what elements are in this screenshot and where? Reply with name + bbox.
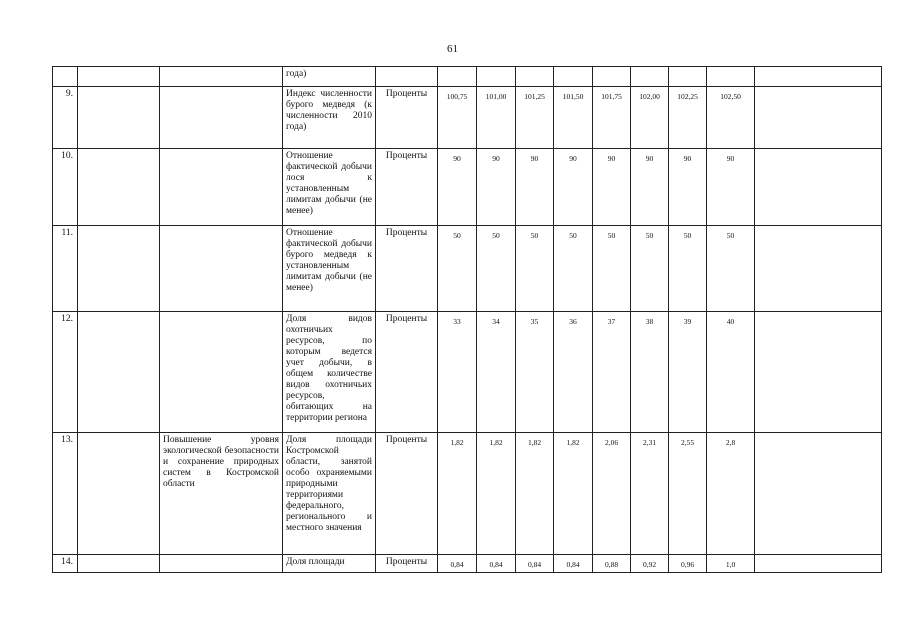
row-number: 11.	[53, 226, 78, 312]
table-row-continuation	[53, 67, 882, 87]
year-value: 1,82	[438, 433, 477, 555]
table-row	[53, 149, 882, 226]
notes-cell	[755, 555, 882, 573]
year-value: 50	[516, 226, 554, 312]
table-row	[53, 87, 882, 149]
indicator-name: Индекс численности бурого медведя (к численности 2010 года)	[283, 87, 376, 149]
unit-cell: Проценты	[376, 555, 438, 573]
year-value: 50	[593, 226, 631, 312]
year-value: 101,00	[477, 87, 516, 149]
row-number: 10.	[53, 149, 78, 226]
indicator-name: Отношение фактической добычи лося к установленным лимитам добычи (не менее)	[283, 149, 376, 226]
row-number: 12.	[53, 312, 78, 433]
table-row	[53, 312, 882, 433]
unit-cell: Проценты	[376, 149, 438, 226]
year-value: 2,06	[593, 433, 631, 555]
year-value: 0,92	[631, 555, 669, 573]
year-value: 40	[707, 312, 755, 433]
notes-cell	[755, 226, 882, 312]
unit-cell: Проценты	[376, 312, 438, 433]
notes-cell	[755, 149, 882, 226]
year-value: 90	[477, 149, 516, 226]
year-value: 50	[631, 226, 669, 312]
year-value: 1,0	[707, 555, 755, 573]
year-value: 50	[477, 226, 516, 312]
goal-cell	[160, 87, 283, 149]
indicator-name: Доля площади	[283, 555, 376, 573]
year-value: 1,82	[554, 433, 593, 555]
subprogram-cell	[78, 555, 160, 573]
table-row	[53, 433, 882, 555]
year-value: 90	[669, 149, 707, 226]
goal-cell	[160, 555, 283, 573]
year-value: 1,82	[516, 433, 554, 555]
year-value: 102,50	[707, 87, 755, 149]
year-value: 37	[593, 312, 631, 433]
subprogram-cell	[78, 87, 160, 149]
table-row	[53, 226, 882, 312]
year-value: 90	[516, 149, 554, 226]
year-value: 38	[631, 312, 669, 433]
row-number: 9.	[53, 87, 78, 149]
year-value: 35	[516, 312, 554, 433]
row-number: 13.	[53, 433, 78, 555]
indicator-name: Доля видов охотничьих ресурсов, по которым ведется учет добычи, в общем количестве видов охотничьих ресурсов, обитающих на территории региона	[283, 312, 376, 433]
year-value: 0,84	[554, 555, 593, 573]
year-value: 50	[438, 226, 477, 312]
table-row	[53, 555, 882, 573]
goal-cell	[160, 312, 283, 433]
unit-cell: Проценты	[376, 87, 438, 149]
year-value: 50	[707, 226, 755, 312]
year-value: 101,25	[516, 87, 554, 149]
subprogram-cell	[78, 226, 160, 312]
year-value: 33	[438, 312, 477, 433]
year-value: 0,84	[516, 555, 554, 573]
page-number: 61	[447, 43, 458, 55]
year-value: 39	[669, 312, 707, 433]
notes-cell	[755, 312, 882, 433]
goal-cell: Повышение уровня экологической безопасности и сохранение природных систем в Костромской области	[160, 433, 283, 555]
year-value: 2,55	[669, 433, 707, 555]
unit-cell: Проценты	[376, 433, 438, 555]
notes-cell	[755, 433, 882, 555]
indicators-table	[52, 66, 882, 573]
year-value: 101,75	[593, 87, 631, 149]
notes-cell	[755, 87, 882, 149]
year-value: 90	[707, 149, 755, 226]
goal-cell	[160, 149, 283, 226]
indicator-name: Доля площади Костромской области, занятой особо охраняемыми природными территориями федерального, регионального и местного значения	[283, 433, 376, 555]
year-value: 36	[554, 312, 593, 433]
goal-cell	[160, 226, 283, 312]
year-value: 0,88	[593, 555, 631, 573]
year-value: 34	[477, 312, 516, 433]
indicator-name: Отношение фактической добычи бурого медведя к установленным лимитам добычи (не менее)	[283, 226, 376, 312]
year-value: 90	[593, 149, 631, 226]
year-value: 90	[438, 149, 477, 226]
year-value: 0,96	[669, 555, 707, 573]
year-value: 2,8	[707, 433, 755, 555]
year-value: 2,31	[631, 433, 669, 555]
continuation-text: года)	[283, 67, 376, 87]
year-value: 102,25	[669, 87, 707, 149]
year-value: 100,75	[438, 87, 477, 149]
year-value: 0,84	[438, 555, 477, 573]
year-value: 90	[554, 149, 593, 226]
subprogram-cell	[78, 312, 160, 433]
subprogram-cell	[78, 149, 160, 226]
year-value: 1,82	[477, 433, 516, 555]
row-number: 14.	[53, 555, 78, 573]
year-value: 102,00	[631, 87, 669, 149]
year-value: 90	[631, 149, 669, 226]
subprogram-cell	[78, 433, 160, 555]
year-value: 101,50	[554, 87, 593, 149]
year-value: 50	[554, 226, 593, 312]
unit-cell: Проценты	[376, 226, 438, 312]
year-value: 50	[669, 226, 707, 312]
year-value: 0,84	[477, 555, 516, 573]
